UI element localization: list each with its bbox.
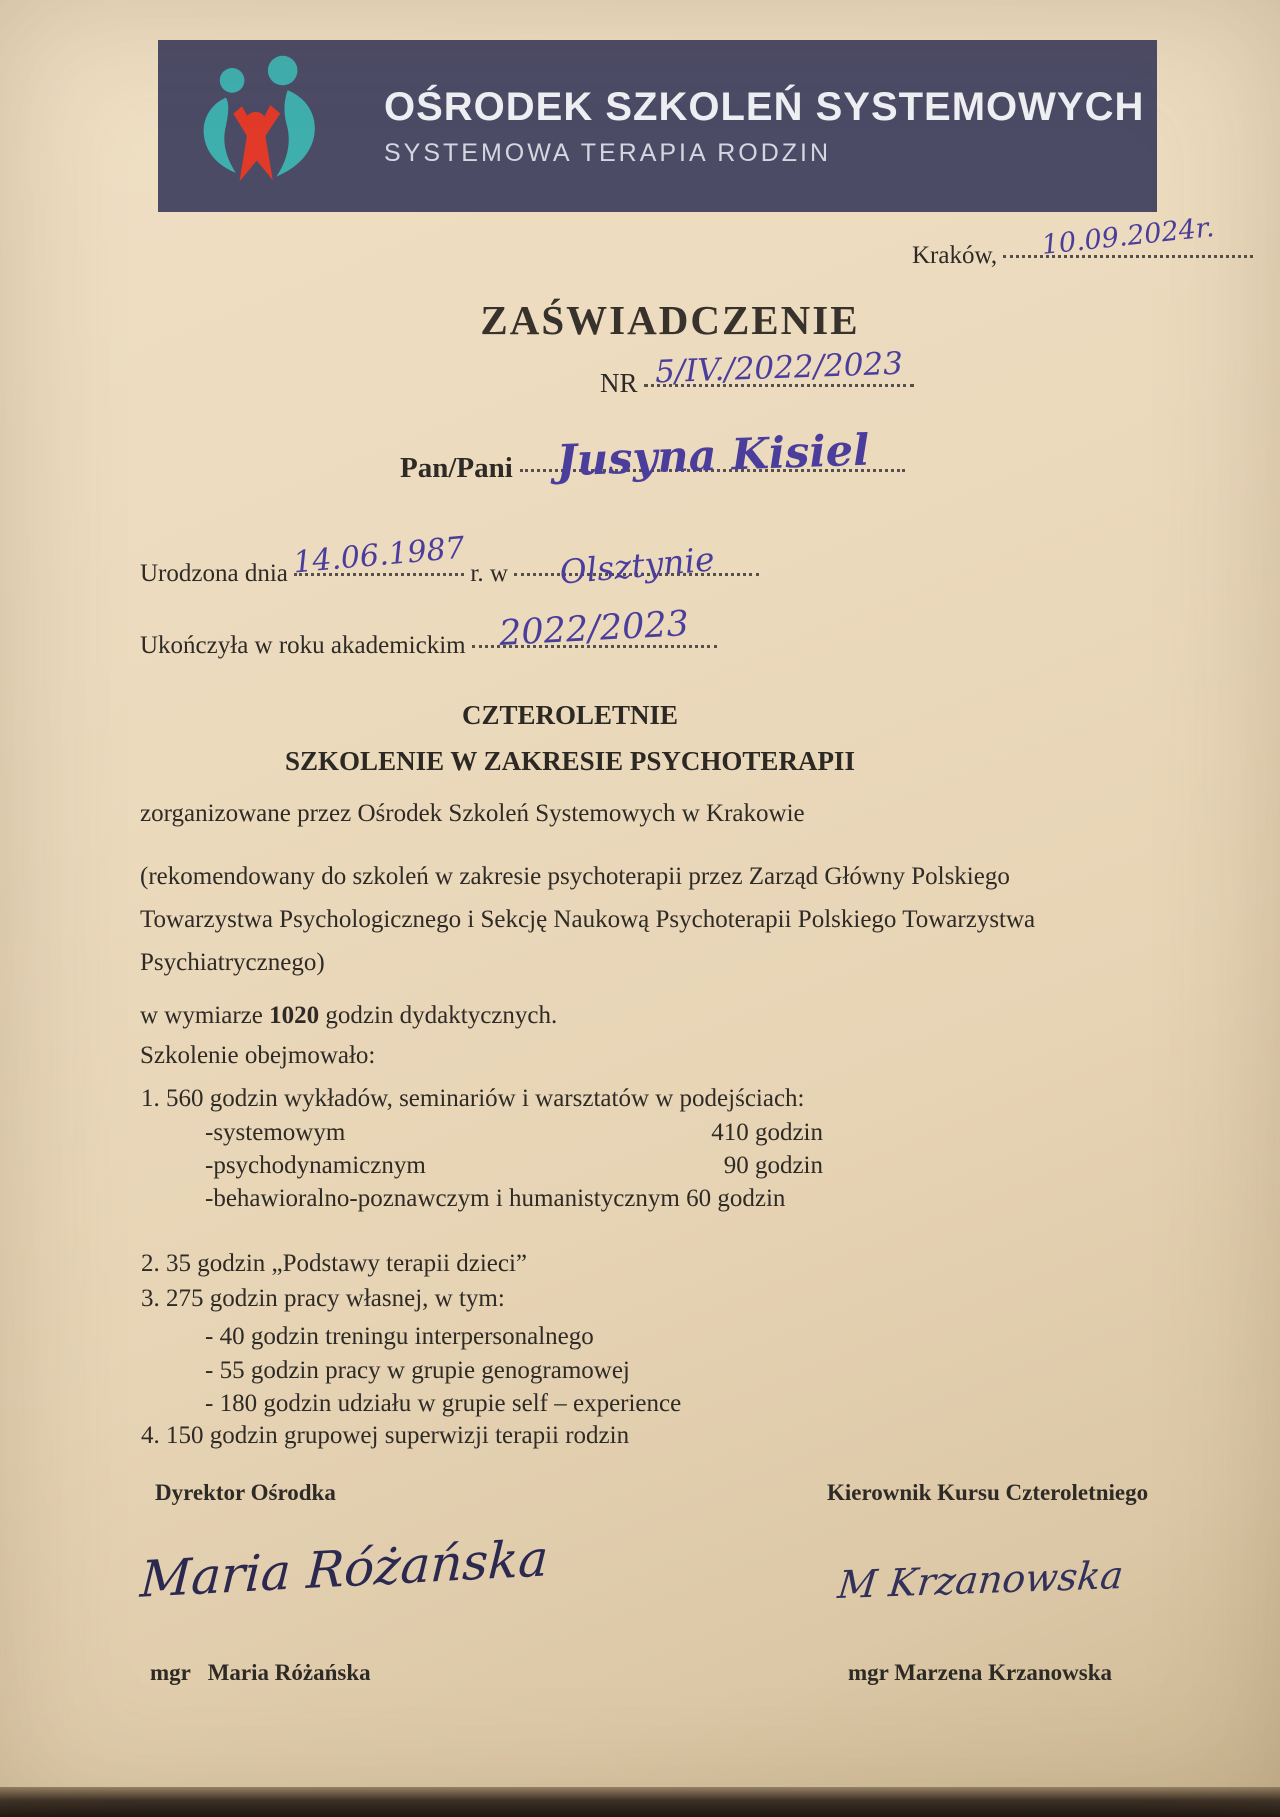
included-label: Szkolenie obejmowało: <box>140 1042 376 1069</box>
table-row <box>205 1152 823 1185</box>
date-line <box>912 212 1253 270</box>
handwritten-birthplace: Olsztynie <box>557 539 716 592</box>
director-name: mgr Maria Różańska <box>150 1660 371 1685</box>
course-heading <box>0 700 1140 777</box>
recommendation-paragraph <box>140 855 1035 984</box>
total-hours-line <box>140 1002 557 1030</box>
banner-text <box>384 85 1144 168</box>
completion-label: Ukończyła w roku akademickim <box>140 632 466 659</box>
approach-hours: 410 godzin <box>711 1119 823 1146</box>
organized-by-paragraph: zorganizowane przez Ośrodek Szkoleń Systemowych w Krakowie <box>140 800 805 827</box>
table-row <box>205 1185 823 1218</box>
course-heading-line2: SZKOLENIE W ZAKRESIE PSYCHOTERAPII <box>285 746 855 776</box>
hours-suffix: godzin dydaktycznych. <box>319 1002 558 1029</box>
certificate-number-line <box>200 345 1280 399</box>
birthplace-fill-line <box>514 539 759 592</box>
total-hours-value: 1020 <box>269 1002 320 1029</box>
list-item: - 180 godzin udziału w grupie self – experience <box>205 1390 682 1417</box>
family-heart-logo-icon <box>184 52 332 200</box>
course-head-role-label: Kierownik Kursu Czteroletniego <box>827 1480 1149 1505</box>
list-item: - 40 godzin treningu interpersonalnego <box>205 1323 594 1350</box>
organization-name: OŚRODEK SZKOLEŃ SYSTEMOWYCH <box>384 84 1145 129</box>
list-item: - 55 godzin pracy w grupie genogramowej <box>205 1356 630 1384</box>
handwritten-number: 5/IV./2022/2023 <box>654 345 904 391</box>
logo-right-figure-head <box>268 56 298 86</box>
document-title: ZAŚWIADCZENIE <box>480 297 860 343</box>
approach-label: -psychodynamicznym <box>205 1152 426 1179</box>
completion-line <box>140 604 717 660</box>
handwritten-name: Jusyna Kisiel <box>555 425 870 487</box>
logo-left-figure-body <box>204 98 236 173</box>
birth-connector: r. w <box>470 560 508 587</box>
curriculum-item-3: 3. 275 godzin pracy własnej, w tym: <box>141 1285 505 1312</box>
approach-hours-table <box>205 1119 823 1218</box>
director-signature: Maria Różańska <box>138 1529 550 1609</box>
recipient-fill-line <box>520 425 905 487</box>
recommendation-line: Psychiatrycznego) <box>140 949 325 976</box>
item3-subitems <box>205 1320 681 1421</box>
header-banner <box>158 40 1157 212</box>
birth-label: Urodzona dnia <box>140 560 288 587</box>
city-label: Kraków, <box>912 242 998 269</box>
number-label: NR <box>600 368 638 398</box>
hours-prefix: w wymiarze <box>140 1002 270 1029</box>
director-role-label: Dyrektor Ośrodka <box>155 1480 336 1505</box>
curriculum-item-2: 2. 35 godzin „Podstawy terapii dzieci” <box>141 1250 527 1277</box>
logo-left-figure-head <box>220 68 245 93</box>
recipient-line <box>400 425 905 487</box>
logo-right-figure-body <box>277 90 315 176</box>
handwritten-birthdate: 14.06.1987 <box>292 530 467 581</box>
number-fill-line <box>644 345 914 391</box>
approach-label: -behawioralno-poznawczym i humanistycznym 60 godzin <box>205 1185 786 1212</box>
course-head-signature: M Krzanowska <box>835 1552 1126 1608</box>
curriculum-item-1: 1. 560 godzin wykładów, seminariów i warsztatów w podejściach: <box>141 1085 805 1112</box>
recommendation-line: (rekomendowany do szkoleń w zakresie psychoterapii przez Zarząd Główny Polskiego <box>140 863 1010 890</box>
birth-line <box>140 530 759 592</box>
handwritten-date: 10.09.2024r. <box>1040 212 1217 261</box>
birthdate-fill-line <box>292 530 467 581</box>
organization-subtitle: SYSTEMOWA TERAPIA RODZIN <box>384 138 832 167</box>
table-row <box>205 1119 823 1152</box>
approach-label: -systemowym <box>205 1119 346 1146</box>
course-heading-line1: CZTEROLETNIE <box>461 700 679 730</box>
handwritten-academic-year: 2022/2023 <box>498 604 691 654</box>
course-head-name: mgr Marzena Krzanowska <box>848 1660 1113 1685</box>
date-fill-line <box>1003 212 1253 261</box>
approach-hours: 90 godzin <box>723 1152 823 1179</box>
photo-bottom-edge <box>0 1787 1280 1817</box>
academic-year-fill-line <box>472 604 717 654</box>
recommendation-line: Towarzystwa Psychologicznego i Sekcję Naukową Psychoterapii Polskiego Towarzystwa <box>140 906 1036 933</box>
recipient-label: Pan/Pani <box>400 452 513 484</box>
curriculum-item-4: 4. 150 godzin grupowej superwizji terapii rodzin <box>141 1422 630 1449</box>
